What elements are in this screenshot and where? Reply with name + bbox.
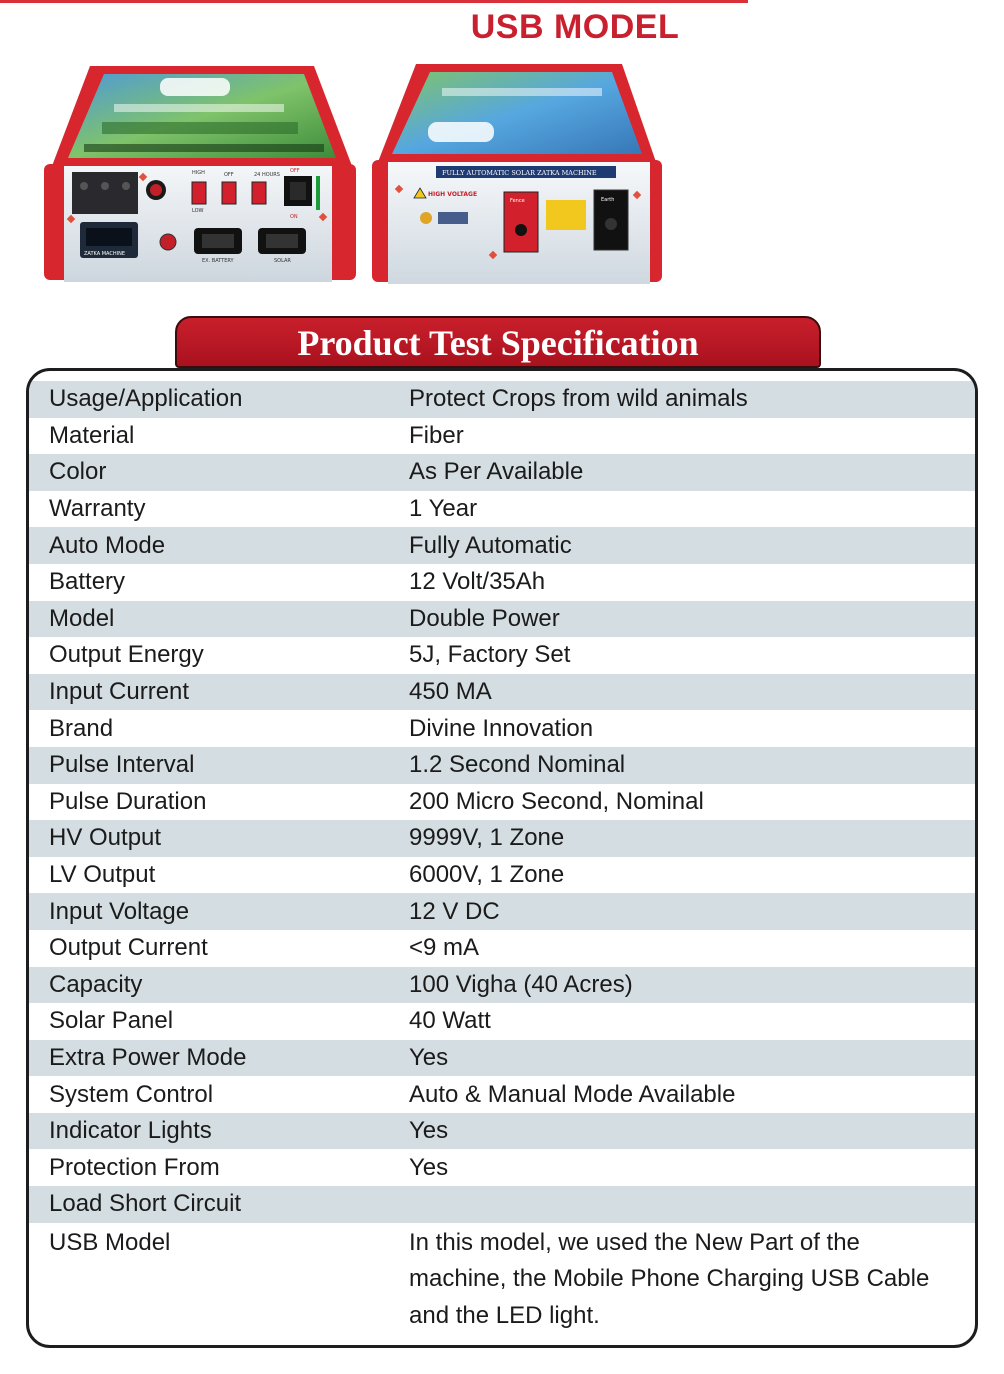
spec-value: 100 Vigha (40 Acres)	[409, 970, 633, 998]
spec-label: LV Output	[49, 861, 156, 889]
spec-value: 9999V, 1 Zone	[409, 824, 565, 852]
spec-row	[29, 527, 975, 564]
spec-label: Usage/Application	[49, 385, 243, 413]
spec-label: Load Short Circuit	[49, 1190, 242, 1218]
spec-label: Brand	[49, 714, 114, 742]
spec-table	[29, 381, 975, 1334]
spec-label: Material	[49, 421, 135, 449]
svg-text:LOW: LOW	[192, 208, 204, 214]
spec-value: <9 mA	[409, 934, 480, 962]
svg-text:HIGH VOLTAGE: HIGH VOLTAGE	[428, 191, 478, 198]
spec-value: 200 Micro Second, Nominal	[409, 787, 704, 815]
spec-label: Output Current	[49, 934, 208, 962]
spec-value: Yes	[409, 1117, 449, 1145]
spec-row	[29, 564, 975, 601]
spec-value: 1.2 Second Nominal	[409, 751, 626, 779]
spec-label: Capacity	[49, 970, 143, 998]
spec-label: Extra Power Mode	[49, 1043, 247, 1071]
svg-text:HIGH: HIGH	[192, 170, 205, 176]
spec-row	[29, 674, 975, 711]
spec-row	[29, 1003, 975, 1040]
spec-label: HV Output	[49, 824, 162, 852]
page-heading: USB MODEL	[470, 8, 680, 46]
spec-label: Input Current	[49, 678, 190, 706]
svg-text:24 HOURS: 24 HOURS	[254, 172, 280, 178]
spec-row	[29, 1186, 975, 1223]
spec-value: Double Power	[409, 604, 560, 632]
top-accent-rule	[0, 0, 748, 3]
spec-row	[29, 1076, 975, 1113]
spec-label: System Control	[49, 1080, 214, 1108]
spec-row	[29, 857, 975, 894]
spec-row	[29, 1223, 975, 1335]
spec-row	[29, 1149, 975, 1186]
spec-label: Input Voltage	[49, 897, 190, 925]
spec-value: Protect Crops from wild animals	[409, 385, 748, 413]
spec-row	[29, 637, 975, 674]
spec-label: Model	[49, 604, 115, 632]
spec-row	[29, 710, 975, 747]
spec-row	[29, 930, 975, 967]
spec-value: 12 V DC	[409, 897, 500, 925]
spec-value: In this model, we used the New Part of the machine, the Mobile Phone Charging USB Cable and the LED light.	[409, 1228, 930, 1329]
spec-row	[29, 820, 975, 857]
spec-row	[29, 967, 975, 1004]
spec-row	[29, 601, 975, 638]
spec-row	[29, 747, 975, 784]
spec-row	[29, 454, 975, 491]
spec-value: Fiber	[409, 421, 464, 449]
spec-row	[29, 784, 975, 821]
spec-value: 40 Watt	[409, 1007, 491, 1035]
spec-banner: Product Test Specification	[175, 316, 821, 368]
svg-text:ON: ON	[290, 214, 298, 220]
rear-panel-image	[372, 62, 662, 286]
spec-label: Color	[49, 458, 107, 486]
spec-table-frame	[26, 368, 978, 1348]
spec-value: 450 MA	[409, 678, 492, 706]
svg-text:ZATKA MACHINE: ZATKA MACHINE	[84, 251, 125, 257]
spec-label: Pulse Duration	[49, 787, 207, 815]
spec-value: Yes	[409, 1153, 449, 1181]
svg-text:Fence: Fence	[510, 198, 525, 204]
spec-row	[29, 418, 975, 455]
spec-value: Fully Automatic	[409, 531, 572, 559]
spec-label: Indicator Lights	[49, 1117, 212, 1145]
spec-value: 5J, Factory Set	[409, 641, 571, 669]
spec-row	[29, 1040, 975, 1077]
front-panel-image	[44, 64, 356, 286]
spec-row	[29, 491, 975, 528]
svg-text:OFF: OFF	[290, 168, 300, 174]
spec-label: Battery	[49, 568, 126, 596]
spec-value: 1 Year	[409, 495, 478, 523]
spec-label: Pulse Interval	[49, 751, 195, 779]
spec-label: Protection From	[49, 1153, 220, 1181]
spec-value: Divine Innovation	[409, 714, 594, 742]
spec-label: USB Model	[49, 1228, 171, 1256]
spec-value: Yes	[409, 1043, 449, 1071]
spec-row	[29, 381, 975, 418]
svg-text:Earth: Earth	[601, 197, 615, 203]
spec-label: Output Energy	[49, 641, 204, 669]
spec-value: As Per Available	[409, 458, 584, 486]
svg-text:EX. BATTERY: EX. BATTERY	[202, 258, 234, 264]
spec-label: Solar Panel	[49, 1007, 174, 1035]
svg-text:OFF: OFF	[224, 172, 234, 178]
spec-value: Auto & Manual Mode Available	[409, 1080, 736, 1108]
svg-text:SOLAR: SOLAR	[274, 258, 291, 264]
spec-row	[29, 1113, 975, 1150]
spec-label: Auto Mode	[49, 531, 166, 559]
spec-row	[29, 893, 975, 930]
spec-label: Warranty	[49, 495, 146, 523]
spec-value: 12 Volt/35Ah	[409, 568, 546, 596]
svg-text:FULLY AUTOMATIC SOLAR ZATKA MA: FULLY AUTOMATIC SOLAR ZATKA MACHINE	[442, 169, 597, 177]
spec-value: 6000V, 1 Zone	[409, 861, 565, 889]
